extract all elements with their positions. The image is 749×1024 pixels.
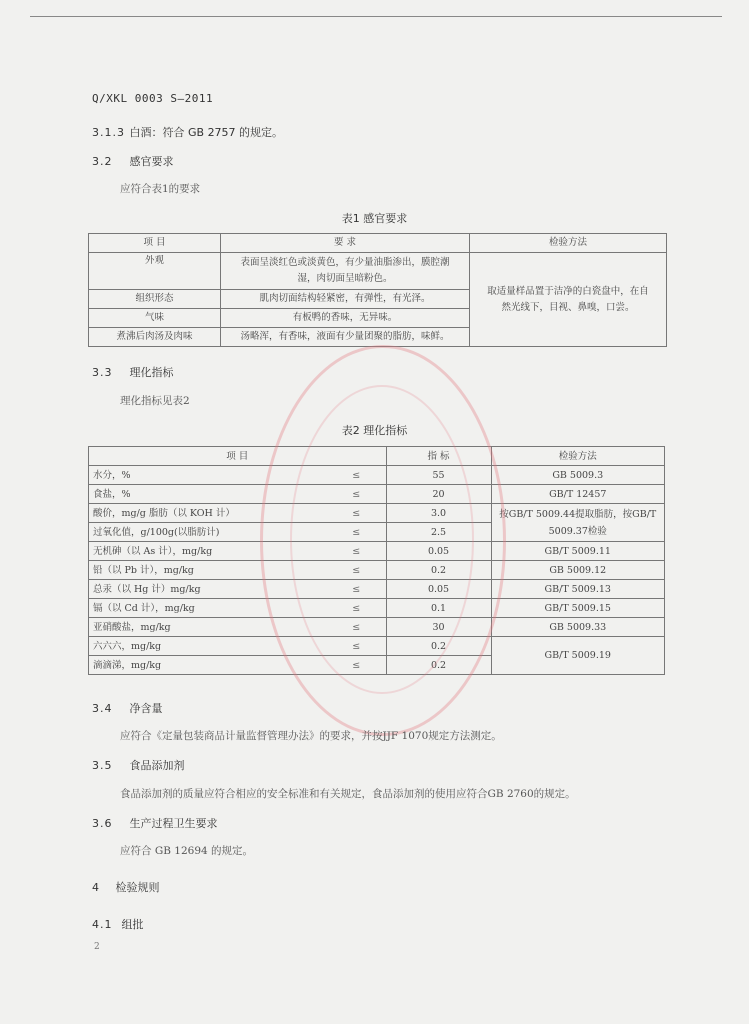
cell-comparator: ≤ (327, 466, 386, 485)
cell-item: 无机砷（以 As 计），mg/kg (89, 542, 328, 561)
cell-requirement (221, 253, 470, 290)
cell-comparator: ≤ (327, 485, 386, 504)
cell-item: 镉（以 Cd 计），mg/kg (89, 599, 328, 618)
table-row (89, 561, 665, 580)
method-line: 按GB/T 5009.44提取脂肪，按GB/T (499, 508, 657, 520)
cell-method: GB 5009.3 (491, 466, 664, 485)
table2-caption: 表2 理化指标 (341, 424, 408, 437)
cell-item: 六六六，mg/kg (89, 637, 328, 656)
section-3-5-heading (92, 757, 185, 773)
cell-method: GB/T 12457 (491, 485, 664, 504)
cell-value: 0.05 (386, 580, 491, 599)
cell-value: 2.5 (386, 523, 491, 542)
cell-comparator: ≤ (327, 618, 386, 637)
cell-comparator: ≤ (327, 656, 386, 675)
section-title: 组批 (121, 918, 144, 931)
cell-value: 0.05 (386, 542, 491, 561)
section-title: 净含量 (129, 702, 163, 715)
requirement-line: 湿，肉切面呈暗粉色。 (297, 273, 393, 284)
table-header-row (89, 234, 667, 253)
cell-method: GB 5009.33 (491, 618, 664, 637)
method-line: 5009.37检验 (548, 525, 607, 537)
cell-value: 0.1 (386, 599, 491, 618)
requirement-line: 表面呈淡红色或淡黄色，有少量油脂渗出，膜腔潮 (240, 257, 450, 268)
section-3-3-heading (92, 364, 174, 380)
cell-comparator: ≤ (327, 561, 386, 580)
section-3-3-text: 理化指标见表2 (120, 395, 190, 407)
table-row (89, 542, 665, 561)
cell-method: GB/T 5009.15 (491, 599, 664, 618)
cell-value: 20 (386, 485, 491, 504)
cell-item: 气味 (89, 309, 221, 328)
section-number: 3.2 (92, 155, 113, 168)
table-row (89, 253, 667, 290)
cell-method-merged (470, 253, 667, 347)
method-line: 然光线下，目视、鼻嗅，口尝。 (501, 301, 635, 313)
cell-item: 外观 (89, 253, 221, 290)
table1-caption: 表1 感官要求 (341, 212, 408, 225)
cell-method: GB/T 5009.11 (491, 542, 664, 561)
header-method: 检验方法 (470, 234, 667, 253)
section-text: 白酒：符合 GB 2757 的规定。 (129, 126, 284, 139)
standard-number: Q/XKL 0003 S—2011 (92, 92, 214, 105)
cell-item: 水分，% (89, 466, 328, 485)
section-title: 食品添加剂 (129, 759, 185, 772)
cell-item: 亚硝酸盐，mg/kg (89, 618, 328, 637)
section-number: 3.3 (92, 366, 113, 379)
section-3-6-heading (92, 815, 218, 831)
table-row (89, 504, 665, 523)
cell-comparator: ≤ (327, 504, 386, 523)
table-row (89, 485, 665, 504)
section-3-4-heading (92, 700, 163, 716)
section-number: 3.1.3 (92, 126, 125, 139)
cell-requirement: 肌肉切面结构轻紧密，有弹性，有光泽。 (221, 290, 470, 309)
table-row (89, 466, 665, 485)
section-3-4-text: 应符合《定量包装商品计量监督管理办法》的要求，并按JJF 1070规定方法测定。 (120, 730, 502, 742)
section-3-6-text: 应符合 GB 12694 的规定。 (120, 845, 254, 857)
section-title: 感官要求 (129, 155, 174, 168)
cell-comparator: ≤ (327, 542, 386, 561)
cell-value: 55 (386, 466, 491, 485)
section-number: 3.5 (92, 759, 113, 772)
section-number: 3.4 (92, 702, 113, 715)
section-title: 检验规则 (115, 881, 160, 894)
section-number: 4 (92, 881, 100, 894)
table-row (89, 580, 665, 599)
section-3-2-heading (92, 153, 174, 169)
cell-comparator: ≤ (327, 637, 386, 656)
cell-item: 食盐，% (89, 485, 328, 504)
header-item: 项 目 (89, 447, 387, 466)
cell-requirement: 有板鸭的香味，无异味。 (221, 309, 470, 328)
section-3-2-text: 应符合表1的要求 (120, 183, 201, 195)
cell-value: 0.2 (386, 656, 491, 675)
section-title: 理化指标 (129, 366, 174, 379)
cell-comparator: ≤ (327, 523, 386, 542)
table-row (89, 599, 665, 618)
section-number: 4.1 (92, 918, 113, 931)
section-title: 生产过程卫生要求 (129, 817, 218, 830)
section-3-1-3 (92, 124, 283, 140)
method-line: 取适量样品置于洁净的白瓷盘中，在自 (487, 285, 649, 297)
table-row (89, 618, 665, 637)
cell-requirement: 汤略浑，有香味，液面有少量团聚的脂肪，味鲜。 (221, 328, 470, 347)
page-number: 2 (94, 942, 100, 952)
cell-item: 滴滴涕，mg/kg (89, 656, 328, 675)
cell-method: GB 5009.12 (491, 561, 664, 580)
cell-item: 总汞（以 Hg 计）mg/kg (89, 580, 328, 599)
header-item: 项 目 (89, 234, 221, 253)
cell-item: 铅（以 Pb 计），mg/kg (89, 561, 328, 580)
cell-value: 0.2 (386, 637, 491, 656)
header-index: 指 标 (386, 447, 491, 466)
cell-value: 3.0 (386, 504, 491, 523)
physicochemical-table (88, 446, 665, 675)
cell-item: 煮沸后肉汤及肉味 (89, 328, 221, 347)
cell-method-merged (491, 504, 664, 542)
table-row (89, 637, 665, 656)
header-requirement: 要 求 (221, 234, 470, 253)
section-4-heading (92, 879, 160, 895)
cell-item: 组织形态 (89, 290, 221, 309)
top-rule (30, 16, 722, 17)
cell-method-merged: GB/T 5009.19 (491, 637, 664, 675)
header-method: 检验方法 (491, 447, 664, 466)
sensory-requirements-table (88, 233, 667, 347)
cell-item: 过氧化值，g/100g(以脂肪计) (89, 523, 328, 542)
section-4-1-heading (92, 916, 144, 932)
cell-comparator: ≤ (327, 599, 386, 618)
section-number: 3.6 (92, 817, 113, 830)
cell-value: 0.2 (386, 561, 491, 580)
cell-method: GB/T 5009.13 (491, 580, 664, 599)
section-3-5-text: 食品添加剂的质量应符合相应的安全标准和有关规定，食品添加剂的使用应符合GB 2760的规定。 (120, 788, 576, 800)
cell-item: 酸价，mg/g 脂肪（以 KOH 计） (89, 504, 328, 523)
table-header-row (89, 447, 665, 466)
cell-value: 30 (386, 618, 491, 637)
cell-comparator: ≤ (327, 580, 386, 599)
